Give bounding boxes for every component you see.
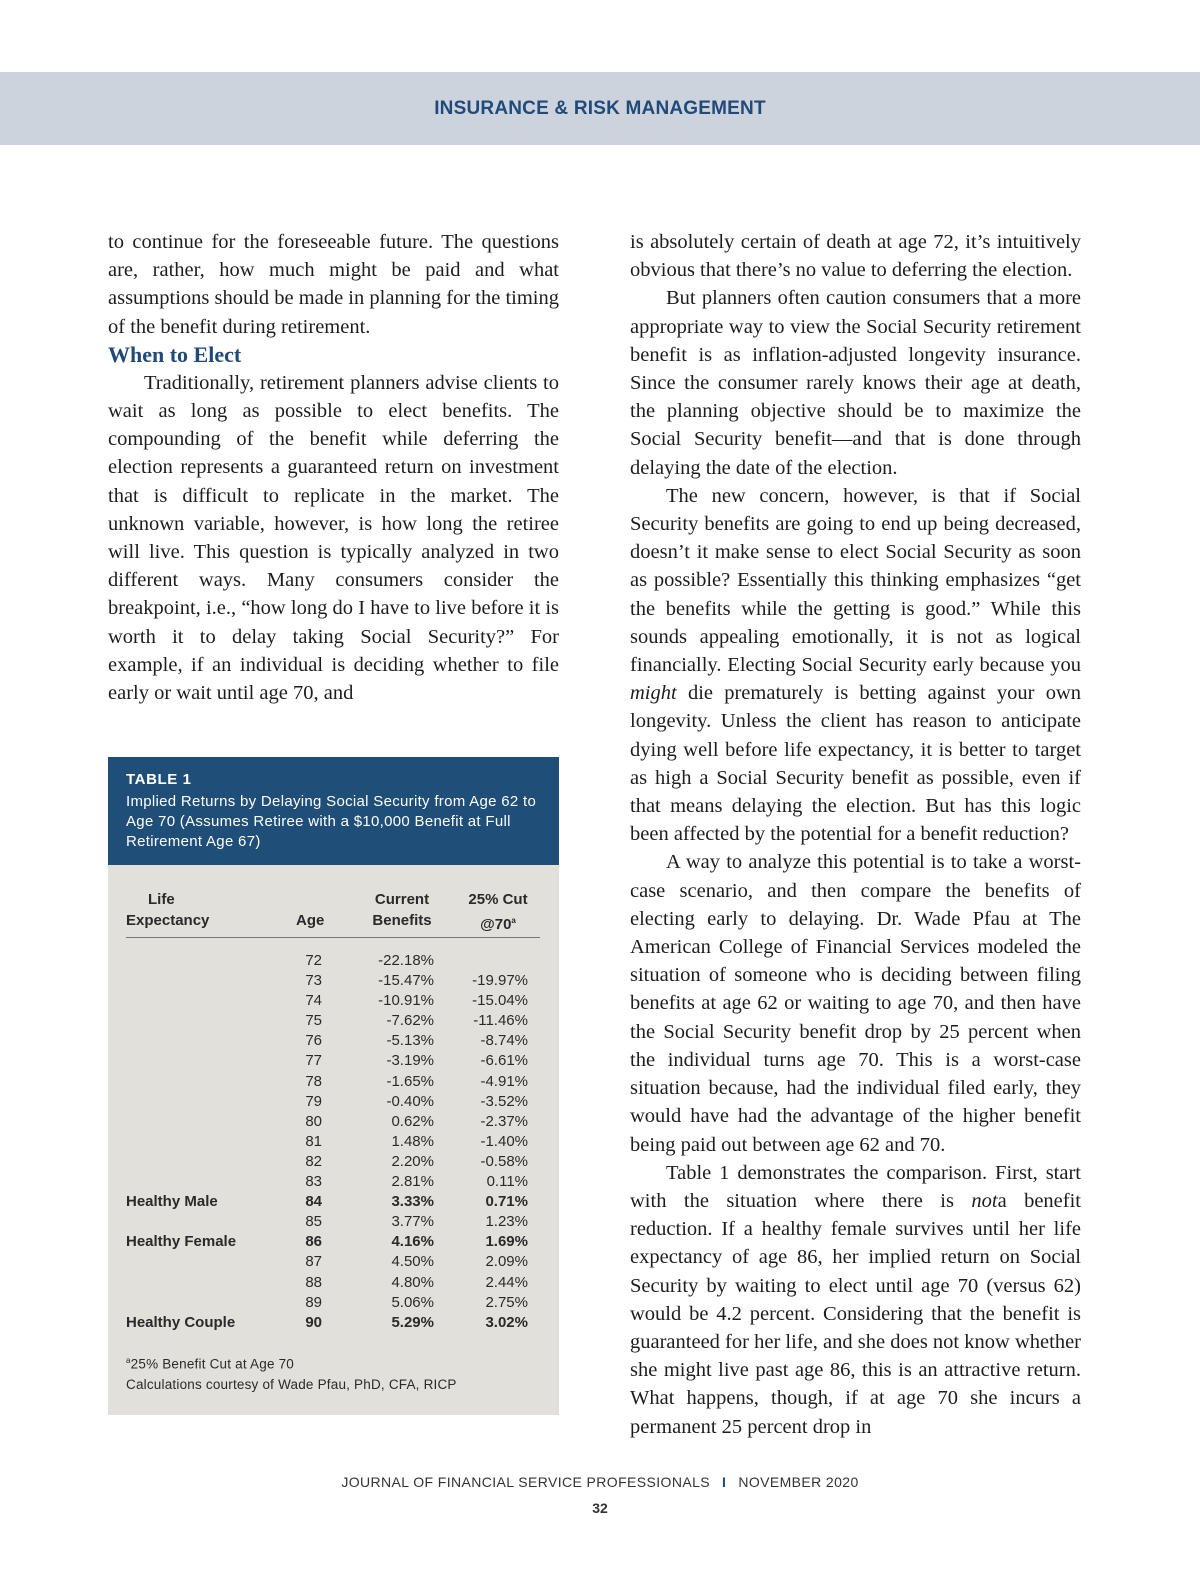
section-heading: When to Elect	[108, 341, 242, 367]
cell-current-benefits: 4.16%	[391, 1233, 434, 1251]
table-row	[108, 1112, 559, 1132]
right-paragraph-4: A way to analyze this potential is to take a worst-case scenario, and then compare the benefits of electing early to delaying. Dr. Wade Pfau at The American College of Financial Services modeled the situation of someone who is deciding between filing benefits at age 62 or waiting to age 70, and then have the Social Security benefit drop by 25 percent when the individual turns age 70. This is a worst-case situation because, had the individual filed early, they would have had the advantage of the higher benefit being paid out between age 62 and 70.	[630, 851, 1081, 1156]
table-title: Implied Returns by Delaying Social Security from Age 62 to Age 70 (Assumes Retiree with a $10,000 Benefit at Full Retirement Age 67)	[126, 793, 537, 850]
cell-age: 75	[305, 1012, 322, 1030]
cell-current-benefits: -7.62%	[386, 1012, 434, 1030]
cell-25-cut: -1.40%	[480, 1132, 528, 1150]
cell-age: 87	[305, 1253, 322, 1271]
col-header-life-line-1: Life	[148, 891, 175, 908]
col-header-age: Age	[296, 912, 325, 929]
section-header-band	[0, 72, 1200, 145]
cell-current-benefits: 3.77%	[391, 1213, 434, 1231]
cell-age: 74	[305, 992, 322, 1010]
table-row	[108, 1132, 559, 1152]
right-paragraph-5-part-b: a benefit reduction. If a healthy female survives until her life expectancy of age 86, her implied return on Social Security by waiting to elect until age 70 (versus 62) would be 4.2 percent. Considering that the benefit is guaranteed for her life, and she does not know whether she might live past age 86, this is an attractive return. What happens, though, if at age 70 she incurs a permanent 25 percent drop in	[630, 1189, 1081, 1438]
cell-25-cut: -19.97%	[472, 972, 528, 990]
cell-current-benefits: -0.40%	[386, 1092, 434, 1110]
cell-25-cut: -11.46%	[473, 1012, 528, 1030]
table-1-header	[108, 757, 559, 865]
cell-25-cut: 1.69%	[485, 1233, 528, 1251]
section-title: INSURANCE & RISK MANAGEMENT	[434, 97, 766, 119]
col-header-current-line-1: Current	[374, 891, 430, 908]
cell-age: 79	[305, 1092, 322, 1110]
col-header-cut-line-2	[458, 910, 538, 935]
right-paragraph-5-part-a: Table 1 demonstrates the comparison. First, start with the situation where there is	[630, 1161, 1081, 1212]
table-row	[108, 971, 559, 991]
footnote-line-2: Calculations courtesy of Wade Pfau, PhD, CFA, RICP	[126, 1376, 457, 1392]
cell-age: 78	[305, 1072, 322, 1090]
table-row	[108, 1051, 559, 1071]
cell-25-cut: 3.02%	[485, 1313, 528, 1331]
table-row	[108, 1192, 559, 1212]
cell-age: 89	[305, 1293, 322, 1311]
cell-25-cut: 1.23%	[485, 1213, 528, 1231]
cell-25-cut: -3.52%	[480, 1092, 528, 1110]
cell-25-cut: 0.71%	[485, 1193, 528, 1211]
footer-separator: I	[722, 1474, 727, 1490]
table-row	[108, 1011, 559, 1031]
right-paragraph-3-part-a: The new concern, however, is that if Social Security benefits are going to end up being decreased, doesn’t it make sense to elect Social Security as soon as possible? Essentially this thinking emphasizes “get the benefits while the getting is good.” While this sounds appealing emotionally, it is not as logical financially. Electing Social Security early because you	[630, 484, 1081, 677]
col-header-life-line-2: Expectancy	[126, 912, 210, 929]
table-row	[108, 1031, 559, 1051]
left-column	[108, 228, 559, 707]
cell-age: 72	[305, 952, 322, 969]
cell-25-cut: -0.58%	[480, 1152, 528, 1170]
cell-age: 80	[305, 1112, 322, 1130]
left-paragraph-2: Traditionally, retirement planners advise clients to wait as long as possible to elect benefits. The compounding of the benefit while deferring the election represents a guaranteed return on investment that is difficult to replicate in the market. The unknown variable, however, is how long the retiree will live. This question is typically analyzed in two different ways. Many consumers consider the breakpoint, i.e., “how long do I have to live before it is worth it to delay taking Social Security?” For example, if an individual is deciding whether to file early or wait until age 70, and	[108, 371, 559, 705]
cell-25-cut: 2.09%	[485, 1253, 528, 1271]
cell-current-benefits: -10.91%	[378, 992, 434, 1010]
cell-current-benefits: 1.48%	[391, 1132, 434, 1150]
right-paragraph-5-emphasis: not	[971, 1189, 998, 1212]
table-row	[108, 1152, 559, 1172]
footnote-line-1: 25% Benefit Cut at Age 70	[130, 1356, 295, 1372]
cell-current-benefits: -5.13%	[386, 1032, 434, 1050]
cell-age: 73	[305, 972, 322, 990]
cell-age: 82	[305, 1152, 322, 1170]
cell-25-cut: -2.37%	[480, 1112, 528, 1130]
col-header-cut-at-70: @70	[480, 916, 512, 933]
table-row	[108, 1072, 559, 1092]
cell-current-benefits: 2.20%	[391, 1152, 434, 1170]
cell-age: 76	[305, 1032, 322, 1050]
page-number: 32	[592, 1500, 608, 1516]
cell-current-benefits: 4.80%	[391, 1273, 434, 1291]
cell-current-benefits: 4.50%	[391, 1253, 434, 1271]
footnote-mark: a	[126, 1356, 131, 1365]
cell-life-expectancy: Healthy Couple	[126, 1313, 236, 1331]
table-1-box	[108, 757, 559, 1415]
footer-journal: JOURNAL OF FINANCIAL SERVICE PROFESSIONALS	[341, 1474, 711, 1490]
table-row	[108, 1293, 559, 1313]
table-row	[108, 1092, 559, 1112]
cell-current-benefits: 2.81%	[391, 1173, 434, 1191]
cell-current-benefits: -3.19%	[386, 1052, 434, 1070]
table-row	[108, 1313, 559, 1333]
col-header-current-line-2: Benefits	[372, 912, 432, 929]
cell-age: 81	[305, 1132, 322, 1150]
right-paragraph-3-emphasis: might	[630, 682, 677, 705]
cell-25-cut: -8.74%	[480, 1032, 528, 1050]
cell-current-benefits: 5.06%	[391, 1293, 434, 1311]
table-row	[108, 1212, 559, 1232]
col-header-25-cut	[458, 889, 538, 935]
table-body	[108, 951, 559, 1333]
cell-current-benefits: 5.29%	[391, 1313, 434, 1331]
table-row	[108, 1273, 559, 1293]
col-header-current-benefits	[366, 889, 438, 931]
cell-25-cut: 0.11%	[486, 1173, 528, 1191]
cell-25-cut: 2.75%	[485, 1293, 528, 1311]
cell-current-benefits: -15.47%	[378, 972, 434, 990]
right-paragraph-1: is absolutely certain of death at age 72, it’s intuitively obvious that there’s no value to deferring the election.	[630, 231, 1081, 282]
cell-current-benefits: -1.65%	[386, 1072, 434, 1090]
cell-age: 84	[305, 1193, 322, 1211]
right-paragraph-5	[630, 1159, 1081, 1441]
page-footer	[0, 1474, 1200, 1490]
table-label: TABLE 1	[126, 771, 192, 788]
col-header-life-expectancy	[126, 889, 209, 931]
right-paragraph-3-part-b: die prematurely is betting against your own longevity. Unless the client has reason to anticipate dying well before life expectancy, it is better to target as high a Social Security benefit as possible, even if that means delaying the election. But has this logic been affected by the potential for a benefit reduction?	[630, 682, 1082, 846]
cell-life-expectancy: Healthy Male	[126, 1193, 218, 1211]
left-paragraph-1: to continue for the foreseeable future. The questions are, rather, how much might be paid and what assumptions should be made in planning for the timing of the benefit during retirement.	[108, 231, 559, 338]
cell-25-cut: 2.44%	[485, 1273, 528, 1291]
table-header-rule	[126, 937, 540, 938]
cell-age: 85	[305, 1213, 322, 1231]
cell-age: 77	[305, 1052, 322, 1070]
right-column	[630, 228, 1081, 1441]
cell-current-benefits: 0.62%	[391, 1112, 434, 1130]
table-row	[108, 951, 559, 971]
cell-25-cut: -6.61%	[480, 1052, 528, 1070]
cell-current-benefits: 3.33%	[391, 1193, 434, 1211]
table-row	[108, 1252, 559, 1272]
right-paragraph-3	[630, 482, 1081, 849]
cell-age: 86	[305, 1233, 322, 1251]
table-row	[108, 991, 559, 1011]
cell-25-cut: -15.04%	[472, 992, 528, 1010]
footer-date: NOVEMBER 2020	[738, 1474, 859, 1490]
col-header-cut-line-1: 25% Cut	[468, 891, 528, 908]
cell-25-cut: -4.91%	[480, 1072, 528, 1090]
table-row	[108, 1232, 559, 1252]
right-paragraph-2: But planners often caution consumers that a more appropriate way to view the Social Security retirement benefit is as inflation-adjusted longevity insurance. Since the consumer rarely knows their age at death, the planning objective should be to maximize the Social Security benefit—and that is done through delaying the date of the election.	[630, 287, 1081, 479]
table-row	[108, 1172, 559, 1192]
table-footnote	[126, 1351, 457, 1395]
cell-current-benefits: -22.18%	[378, 952, 434, 969]
cell-life-expectancy: Healthy Female	[126, 1233, 237, 1251]
cell-age: 88	[305, 1273, 322, 1291]
cell-age: 83	[305, 1173, 322, 1191]
col-header-cut-footnote-mark: a	[511, 916, 516, 925]
cell-age: 90	[305, 1313, 322, 1331]
